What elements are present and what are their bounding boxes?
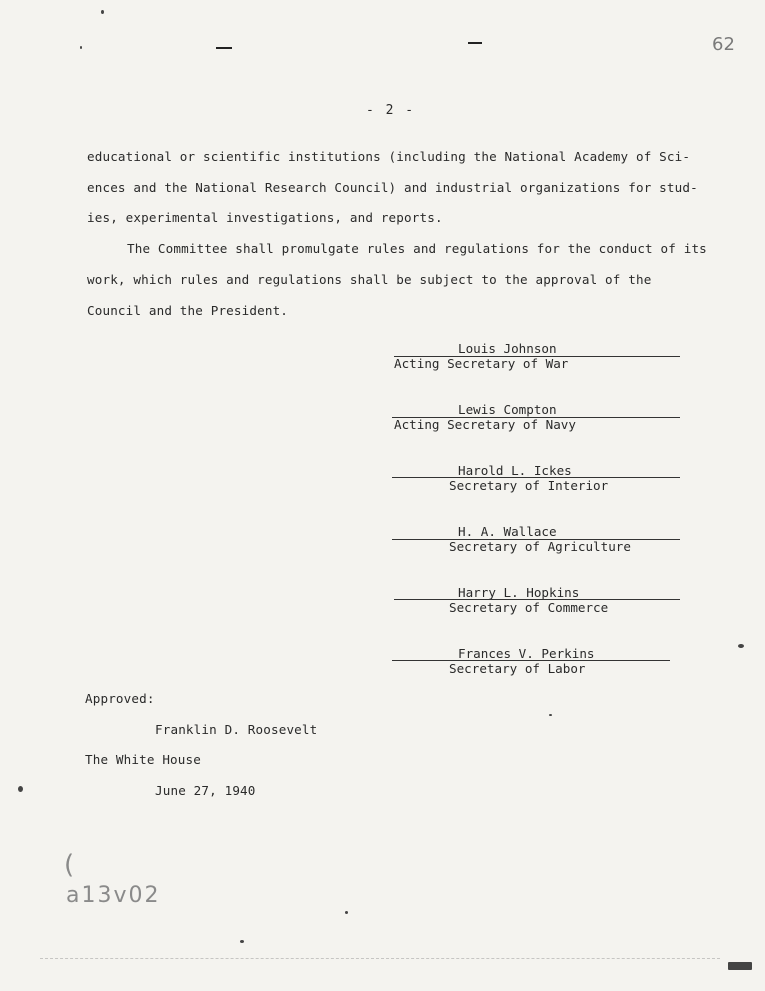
body-line-5: work, which rules and regulations shall be subject to the approval of the [87,272,652,287]
signer-name: Frances V. Perkins [458,646,595,661]
scan-speck [738,644,744,648]
body-line-2: ences and the National Research Council) and industrial organizations for stud- [87,180,698,195]
approval-place: The White House [85,752,201,767]
signer-name: H. A. Wallace [458,524,557,539]
approved-label: Approved: [85,691,155,706]
scan-speck [240,940,244,943]
signer-title: Secretary of Commerce [449,600,609,615]
scan-mark [468,42,482,44]
body-line-6: Council and the President. [87,303,289,318]
scan-edge-line [40,958,720,959]
scan-speck [101,10,104,14]
signer-title: Secretary of Interior [449,478,609,493]
signer-title: Acting Secretary of Navy [394,417,576,432]
page-number: - 2 - [366,103,416,118]
scan-edge-mark [728,962,752,970]
scan-mark [216,47,232,49]
approver-name: Franklin D. Roosevelt [155,722,318,737]
archive-stamp-number: 62 [712,34,735,55]
scan-speck [18,786,23,792]
approval-date: June 27, 1940 [155,783,256,798]
signer-name: Harold L. Ickes [458,463,572,478]
body-line-1: educational or scientific institutions (including the National Academy of Sci- [87,149,691,164]
signer-title: Secretary of Labor [449,661,586,676]
signer-title: Secretary of Agriculture [449,539,631,554]
handwritten-bracket-mark: ( [64,850,77,880]
signer-name: Louis Johnson [458,341,557,356]
scan-speck [80,46,82,49]
scan-speck [549,714,552,716]
signer-name: Lewis Compton [458,402,557,417]
signer-name: Harry L. Hopkins [458,585,580,600]
scan-speck [345,911,348,914]
body-line-3: ies, experimental investigations, and reports. [87,210,443,225]
handwritten-archive-note: a13v02 [66,883,161,908]
signer-title: Acting Secretary of War [394,356,569,371]
body-line-4: The Committee shall promulgate rules and regulations for the conduct of its [127,241,707,256]
